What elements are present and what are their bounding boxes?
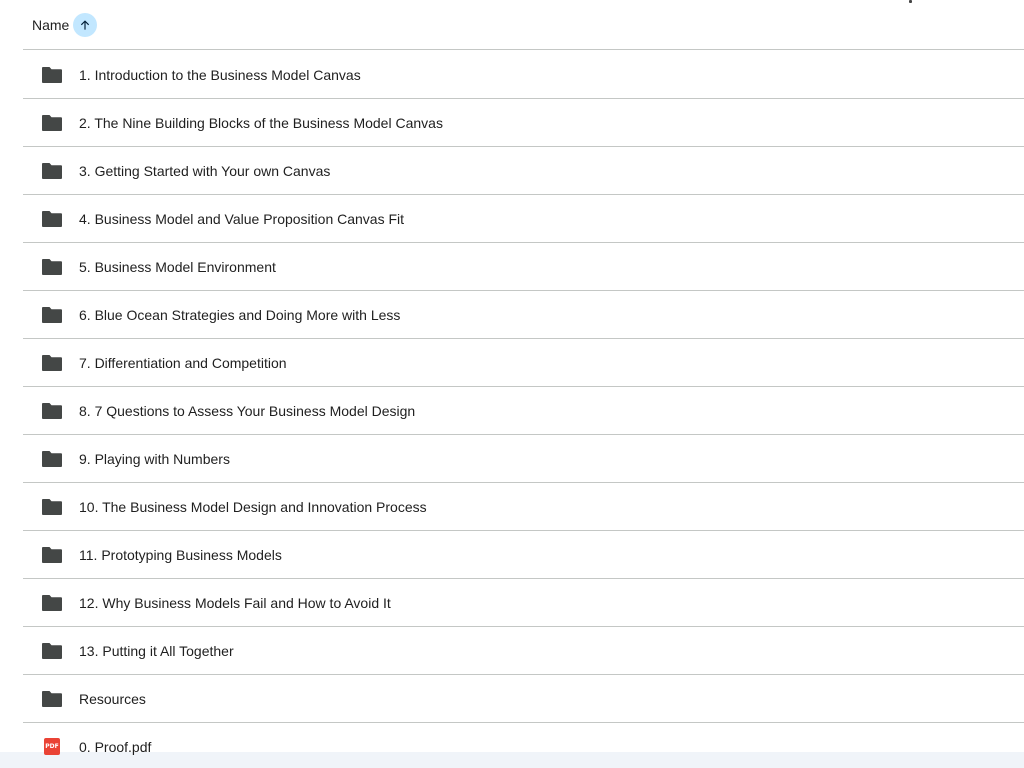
file-name: 10. The Business Model Design and Innovation Process xyxy=(79,498,427,515)
folder-row[interactable] xyxy=(23,675,1024,723)
file-name: 5. Business Model Environment xyxy=(79,258,276,275)
folder-row[interactable] xyxy=(23,627,1024,675)
folder-row[interactable] xyxy=(23,531,1024,579)
file-name: 13. Putting it All Together xyxy=(79,642,234,659)
folder-row[interactable] xyxy=(23,51,1024,99)
folder-icon xyxy=(41,256,63,278)
folder-row[interactable] xyxy=(23,435,1024,483)
folder-icon xyxy=(41,688,63,710)
file-name: 1. Introduction to the Business Model Canvas xyxy=(79,66,361,83)
file-name: 7. Differentiation and Competition xyxy=(79,354,287,371)
folder-icon xyxy=(41,448,63,470)
folder-icon xyxy=(41,160,63,182)
folder-icon xyxy=(41,304,63,326)
folder-row[interactable] xyxy=(23,147,1024,195)
folder-icon xyxy=(41,352,63,374)
folder-icon xyxy=(41,400,63,422)
folder-icon xyxy=(41,208,63,230)
pdf-icon xyxy=(41,736,63,758)
file-name: Resources xyxy=(79,690,146,707)
file-name: 9. Playing with Numbers xyxy=(79,450,230,467)
file-name: 0. Proof.pdf xyxy=(79,738,152,755)
folder-row[interactable] xyxy=(23,291,1024,339)
folder-row[interactable] xyxy=(23,195,1024,243)
file-name: 12. Why Business Models Fail and How to Avoid It xyxy=(79,594,391,611)
folder-row[interactable] xyxy=(23,339,1024,387)
folder-icon xyxy=(41,496,63,518)
sort-label: Name xyxy=(32,16,70,33)
arrow-up-icon[interactable] xyxy=(73,13,97,37)
folder-icon xyxy=(41,640,63,662)
folder-icon xyxy=(41,592,63,614)
file-list-header xyxy=(23,0,1024,50)
file-name: 4. Business Model and Value Proposition Canvas Fit xyxy=(79,210,405,227)
file-name: 6. Blue Ocean Strategies and Doing More with Less xyxy=(79,306,401,323)
folder-row[interactable] xyxy=(23,243,1024,291)
folder-row[interactable] xyxy=(23,99,1024,147)
file-name: 2. The Nine Building Blocks of the Business Model Canvas xyxy=(79,114,443,131)
folder-row[interactable] xyxy=(23,483,1024,531)
file-name: 11. Prototyping Business Models xyxy=(79,546,282,563)
folder-icon xyxy=(41,112,63,134)
pdf-badge: PDF xyxy=(44,738,60,755)
folder-icon xyxy=(41,544,63,566)
folder-row[interactable] xyxy=(23,579,1024,627)
folder-row[interactable] xyxy=(23,387,1024,435)
file-name: 3. Getting Started with Your own Canvas xyxy=(79,162,331,179)
sort-by-name-button[interactable] xyxy=(32,9,97,41)
folder-icon xyxy=(41,64,63,86)
file-row[interactable] xyxy=(23,723,1024,768)
file-list xyxy=(23,51,1024,768)
file-name: 8. 7 Questions to Assess Your Business Model Design xyxy=(79,402,416,419)
